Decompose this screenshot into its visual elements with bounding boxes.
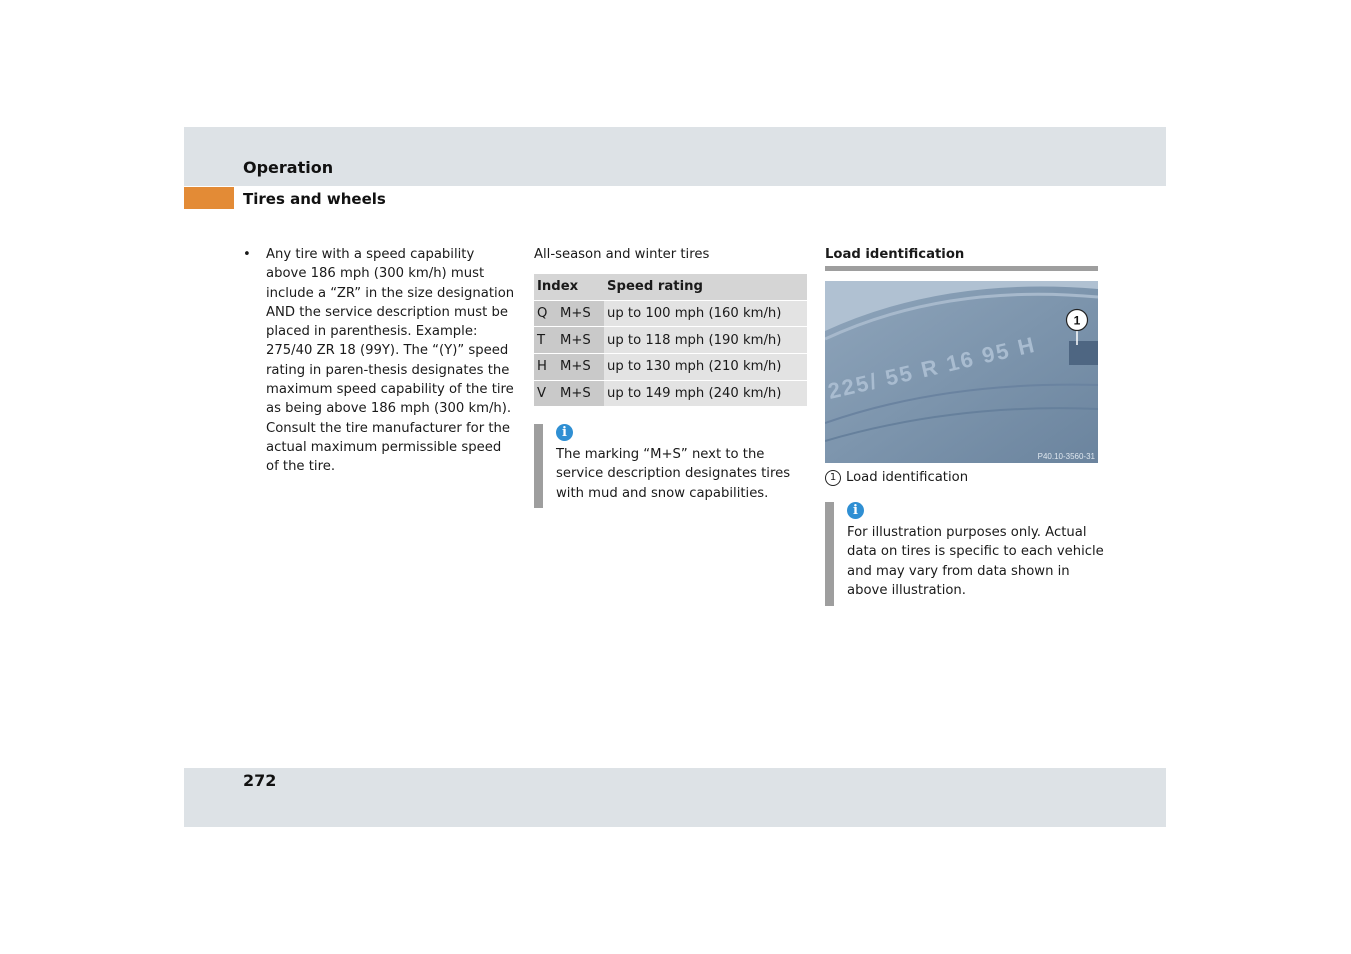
speed-rating-cell: up to 100 mph (160 km/h) <box>604 300 807 327</box>
index-letter: Q <box>537 305 548 321</box>
figure-caption-text: Load identification <box>846 470 969 485</box>
index-letter: H <box>537 359 547 375</box>
figure-caption <box>825 468 968 487</box>
index-type: M+S <box>560 385 591 401</box>
header-band <box>184 127 1166 186</box>
table-row <box>534 354 807 381</box>
speed-rating-cell: up to 149 mph (240 km/h) <box>604 380 807 407</box>
table-caption: All-season and winter tires <box>534 247 710 262</box>
speed-rating-section <box>534 245 807 401</box>
figure-code: P40.10-3560-31 <box>1037 452 1095 461</box>
speed-capability-note <box>243 245 518 477</box>
index-type: M+S <box>560 332 591 348</box>
bullet-icon: • <box>243 247 251 262</box>
section-title: Operation <box>243 158 334 177</box>
index-cell <box>534 300 604 327</box>
info-note-mud-snow <box>534 424 811 508</box>
footer-band <box>184 768 1166 827</box>
info-icon: i <box>556 424 573 441</box>
speed-rating-cell: up to 118 mph (190 km/h) <box>604 327 807 354</box>
table-row <box>534 380 807 407</box>
info-icon: i <box>847 502 864 519</box>
header-speed-rating: Speed rating <box>604 274 807 300</box>
load-identification-heading: Load identification <box>825 247 965 262</box>
index-cell <box>534 327 604 354</box>
bullet-text: Any tire with a speed capability above 186 mph (300 km/h) must include a “ZR” in the size designation AND the service description must be placed in parenthesis. Example: 275/40 ZR 18 (99Y). The “(Y)” speed rating in paren-thesis designates the maximum speed capability of the tire as being above 186 mph (300 km/h). Consult the tire manufacturer for the actual maximum permissible speed of the tire. <box>266 247 515 475</box>
table-row <box>534 300 807 327</box>
index-type: M+S <box>560 305 591 321</box>
callout-number-icon: 1 <box>825 470 841 486</box>
index-cell <box>534 354 604 381</box>
page-number: 272 <box>243 771 277 790</box>
heading-rule <box>825 266 1098 271</box>
speed-rating-cell: up to 130 mph (210 km/h) <box>604 354 807 381</box>
section-marker <box>184 187 234 209</box>
table-header-row <box>534 274 807 300</box>
index-letter: T <box>537 332 546 348</box>
info-text: For illustration purposes only. Actual data on tires is specific to each vehicle and may vary from data shown in above illustration. <box>847 525 1104 598</box>
callout-number: 1 <box>1073 313 1081 328</box>
header-index: Index <box>534 274 604 300</box>
tire-sidewall-image <box>825 281 1098 463</box>
subsection-title: Tires and wheels <box>243 190 386 208</box>
bullet-item <box>243 245 518 477</box>
speed-rating-table <box>534 274 807 407</box>
info-text: The marking “M+S” next to the service description designates tires with mud and snow capabilities. <box>556 447 791 501</box>
index-type: M+S <box>560 359 591 375</box>
info-note-illustration <box>825 502 1107 606</box>
table-row <box>534 327 807 354</box>
index-cell <box>534 380 604 407</box>
index-letter: V <box>537 385 547 401</box>
sidewall-text: 225/ 55 R 16 95 H <box>825 331 1039 404</box>
